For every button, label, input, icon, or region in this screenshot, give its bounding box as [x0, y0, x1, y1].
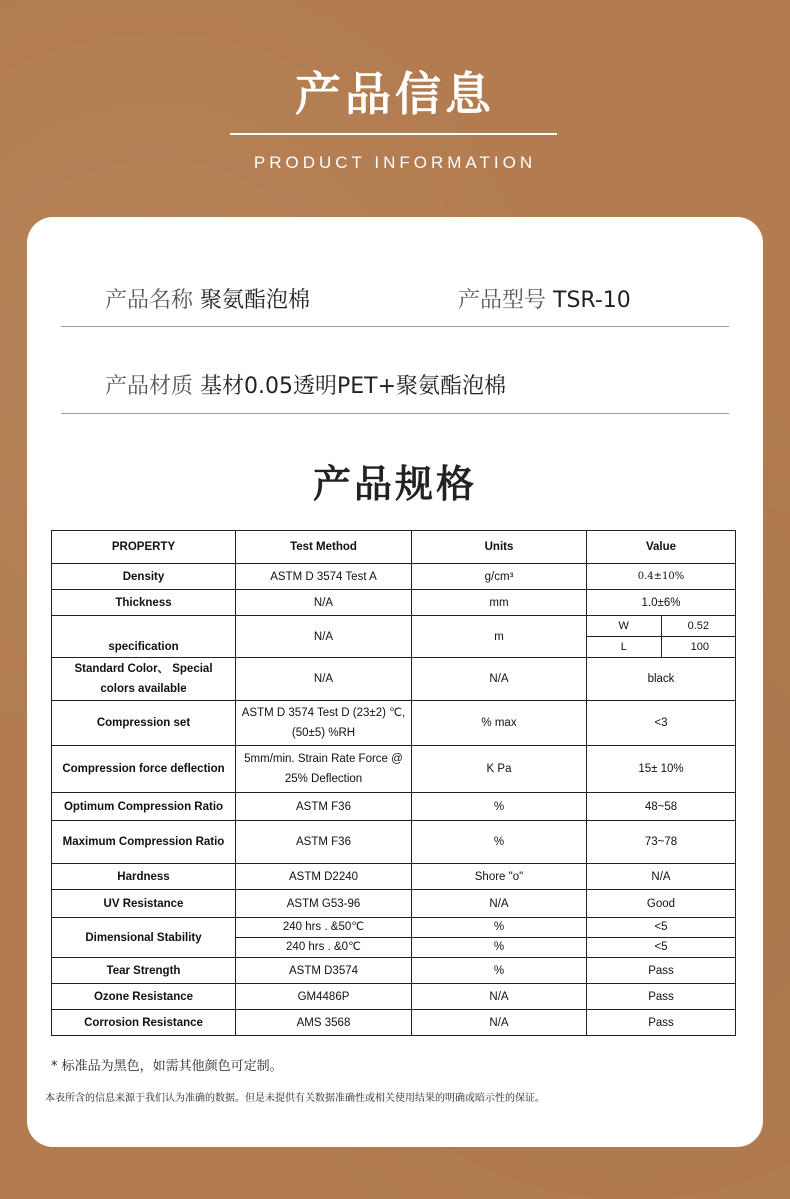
table-row: [52, 793, 736, 821]
row-units: N/A: [412, 658, 587, 701]
row-value: 1.0±6%: [587, 590, 736, 616]
header-property: PROPERTY: [52, 531, 236, 564]
row-property: Maximum Compression Ratio: [52, 821, 236, 864]
table-row: [52, 1010, 736, 1036]
row-method: ASTM D 3574 Test A: [236, 564, 412, 590]
product-model-value: TSR-10: [553, 288, 631, 313]
row-units: % max: [412, 701, 587, 746]
row-units: %: [412, 793, 587, 821]
row-property: Dimensional Stability: [52, 918, 236, 958]
table-row: [52, 864, 736, 890]
title-divider: [230, 133, 557, 135]
row-method: AMS 3568: [236, 1010, 412, 1036]
table-header-row: [52, 531, 736, 564]
info-divider: [61, 413, 729, 414]
header-test-method: Test Method: [236, 531, 412, 564]
row-units: K Pa: [412, 746, 587, 793]
row-method: GM4486P: [236, 984, 412, 1010]
row-value: Pass: [587, 1010, 736, 1036]
row-value: Pass: [587, 958, 736, 984]
product-material-value: 基材0.05透明PET+聚氨酯泡棉: [200, 374, 507, 399]
row-value: 73~78: [587, 821, 736, 864]
row-property: Compression set: [52, 701, 236, 746]
color-note: * 标准品为黑色，如需其他颜色可定制。: [51, 1059, 283, 1074]
table-row: [52, 746, 736, 793]
row-method: ASTM D 3574 Test D (23±2) ℃, (50±5) %RH: [236, 701, 412, 746]
row-units: Shore "o": [412, 864, 587, 890]
row-units: N/A: [412, 1010, 587, 1036]
table-row: [52, 658, 736, 701]
spec-subtable: [587, 616, 735, 657]
product-name-value: 聚氨酯泡棉: [200, 288, 311, 313]
table-row: [52, 821, 736, 864]
stability-units-1: %: [412, 918, 586, 938]
row-property: specification: [52, 616, 236, 658]
row-units: %: [412, 958, 587, 984]
header-value: Value: [587, 531, 736, 564]
row-property: Compression force deflection: [52, 746, 236, 793]
spec-w-label: W: [587, 616, 661, 637]
product-model-label: 产品型号: [458, 288, 547, 313]
table-row: [52, 590, 736, 616]
table-row: [52, 701, 736, 746]
row-value: Pass: [587, 984, 736, 1010]
table-row: [52, 984, 736, 1010]
row-property: Optimum Compression Ratio: [52, 793, 236, 821]
row-property: Hardness: [52, 864, 236, 890]
row-method: N/A: [236, 616, 412, 658]
spec-title: 产品规格: [312, 462, 477, 506]
row-property: Thickness: [52, 590, 236, 616]
row-method: ASTM G53-96: [236, 890, 412, 918]
row-value: black: [587, 658, 736, 701]
row-value: Good: [587, 890, 736, 918]
page-subtitle: PRODUCT INFORMATION: [253, 153, 537, 172]
product-material-row: [105, 369, 506, 400]
stability-method-2: 240 hrs . &0℃: [286, 941, 361, 953]
row-property: Density: [52, 564, 236, 590]
row-property: Corrosion Resistance: [52, 1010, 236, 1036]
row-units: N/A: [412, 984, 587, 1010]
row-method: 5mm/min. Strain Rate Force @ 25% Deflection: [236, 746, 412, 793]
row-method-split: [236, 918, 412, 958]
row-units: g/cm³: [412, 564, 587, 590]
row-property: UV Resistance: [52, 890, 236, 918]
info-divider: [61, 326, 729, 327]
product-model-row: [458, 283, 631, 314]
product-name-label: 产品名称: [105, 288, 194, 313]
product-material-label: 产品材质: [105, 374, 194, 399]
stability-units-2: %: [493, 941, 505, 953]
stability-value-1: <5: [587, 918, 735, 938]
header-units: Units: [412, 531, 587, 564]
spec-w-value: 0.52: [661, 616, 735, 637]
spec-table: [51, 530, 736, 1036]
table-row: [52, 890, 736, 918]
row-units: N/A: [412, 890, 587, 918]
product-card: [27, 217, 763, 1147]
row-value-split: [587, 918, 736, 958]
stability-value-2: <5: [654, 941, 668, 953]
row-property: Standard Color、 Special colors available: [52, 658, 236, 701]
product-name-row: [105, 283, 310, 314]
row-value-spec: [587, 616, 736, 658]
row-method: N/A: [236, 658, 412, 701]
spec-l-value: 100: [690, 641, 709, 653]
row-units: %: [412, 821, 587, 864]
row-value: 15± 10%: [587, 746, 736, 793]
row-method: ASTM F36: [236, 793, 412, 821]
row-value: 48~58: [587, 793, 736, 821]
disclaimer-note: 本表所含的信息来源于我们认为准确的数据。但是未提供有关数据准确性或相关使用结果的明确或暗示性的保证。: [45, 1093, 545, 1104]
row-units: m: [412, 616, 587, 658]
row-property: Tear Strength: [52, 958, 236, 984]
table-row: [52, 616, 736, 658]
row-method: ASTM D2240: [236, 864, 412, 890]
row-method: ASTM D3574: [236, 958, 412, 984]
row-value: 0.4±10%: [587, 564, 736, 590]
row-method: N/A: [236, 590, 412, 616]
table-row: [52, 564, 736, 590]
spec-l-label: L: [587, 637, 661, 658]
row-value: <3: [587, 701, 736, 746]
row-value: N/A: [587, 864, 736, 890]
row-units-split: [412, 918, 587, 958]
row-property: Ozone Resistance: [52, 984, 236, 1010]
row-method: ASTM F36: [236, 821, 412, 864]
table-row: [52, 918, 736, 958]
stability-method-1: 240 hrs . &50℃: [236, 918, 411, 938]
table-row: [52, 958, 736, 984]
page-title: 产品信息: [295, 67, 495, 121]
row-units: mm: [412, 590, 587, 616]
